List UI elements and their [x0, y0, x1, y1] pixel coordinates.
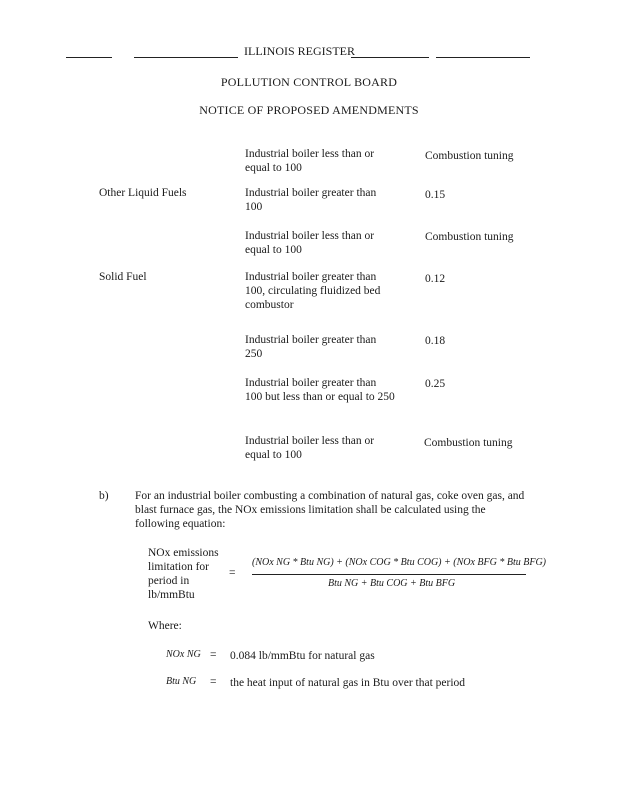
equation-denominator: Btu NG + Btu COG + Btu BFG [328, 578, 456, 589]
register-title: ILLINOIS REGISTER [244, 44, 355, 58]
table-row-5-type: Industrial boiler greater than 100 but less than or equal to 250 [245, 377, 395, 403]
def-1-symbol: Btu NG [166, 676, 197, 687]
def-1-text: the heat input of natural gas in Btu over that period [230, 677, 466, 689]
table-row-2-type: Industrial boiler less than or equal to 100 [245, 230, 375, 256]
equation-lhs: NOx emissions limitation for period in lb/mmBtu [148, 547, 219, 601]
section-b-text: For an industrial boiler combusting a combination of natural gas, coke oven gas, and blast furnace gas, the NOx emissions limitation shall be calculated using the following equation: [135, 490, 525, 530]
board-title: POLLUTION CONTROL BOARD [220, 75, 398, 89]
header-rule-1 [66, 57, 112, 58]
where-label: Where: [148, 620, 182, 632]
table-row-3-fuel: Solid Fuel [99, 271, 147, 283]
equation-numerator: (NOx NG * Btu NG) + (NOx COG * Btu COG) + (NOx BFG * Btu BFG) [252, 557, 547, 568]
notice-title: NOTICE OF PROPOSED AMENDMENTS [199, 103, 419, 117]
table-row-1-type: Industrial boiler greater than 100 [245, 187, 377, 213]
equation-equals: = [229, 567, 236, 579]
table-row-4-limit: 0.18 [425, 335, 446, 347]
table-row-0-limit: Combustion tuning [425, 150, 514, 162]
table-row-1-fuel: Other Liquid Fuels [99, 187, 187, 199]
section-b-label: b) [99, 490, 109, 502]
table-row-0-type: Industrial boiler less than or equal to 100 [245, 148, 375, 174]
def-0-equals: = [210, 649, 217, 661]
def-0-symbol: NOx NG [166, 649, 201, 660]
table-row-3-limit: 0.12 [425, 273, 446, 285]
table-row-4-type: Industrial boiler greater than 250 [245, 334, 377, 360]
table-row-6-type: Industrial boiler less than or equal to 100 [245, 435, 375, 461]
def-1-equals: = [210, 676, 217, 688]
table-row-5-limit: 0.25 [425, 378, 446, 390]
table-row-3-type: Industrial boiler greater than 100, circulating fluidized bed combustor [245, 271, 381, 311]
header-rule-2 [134, 57, 238, 58]
table-row-2-limit: Combustion tuning [425, 231, 514, 243]
header-rule-3 [351, 57, 429, 58]
fraction-bar [252, 574, 526, 575]
table-row-6-limit: Combustion tuning [424, 437, 513, 449]
table-row-1-limit: 0.15 [425, 189, 446, 201]
def-0-text: 0.084 lb/mmBtu for natural gas [230, 650, 375, 662]
header-rule-4 [436, 57, 530, 58]
